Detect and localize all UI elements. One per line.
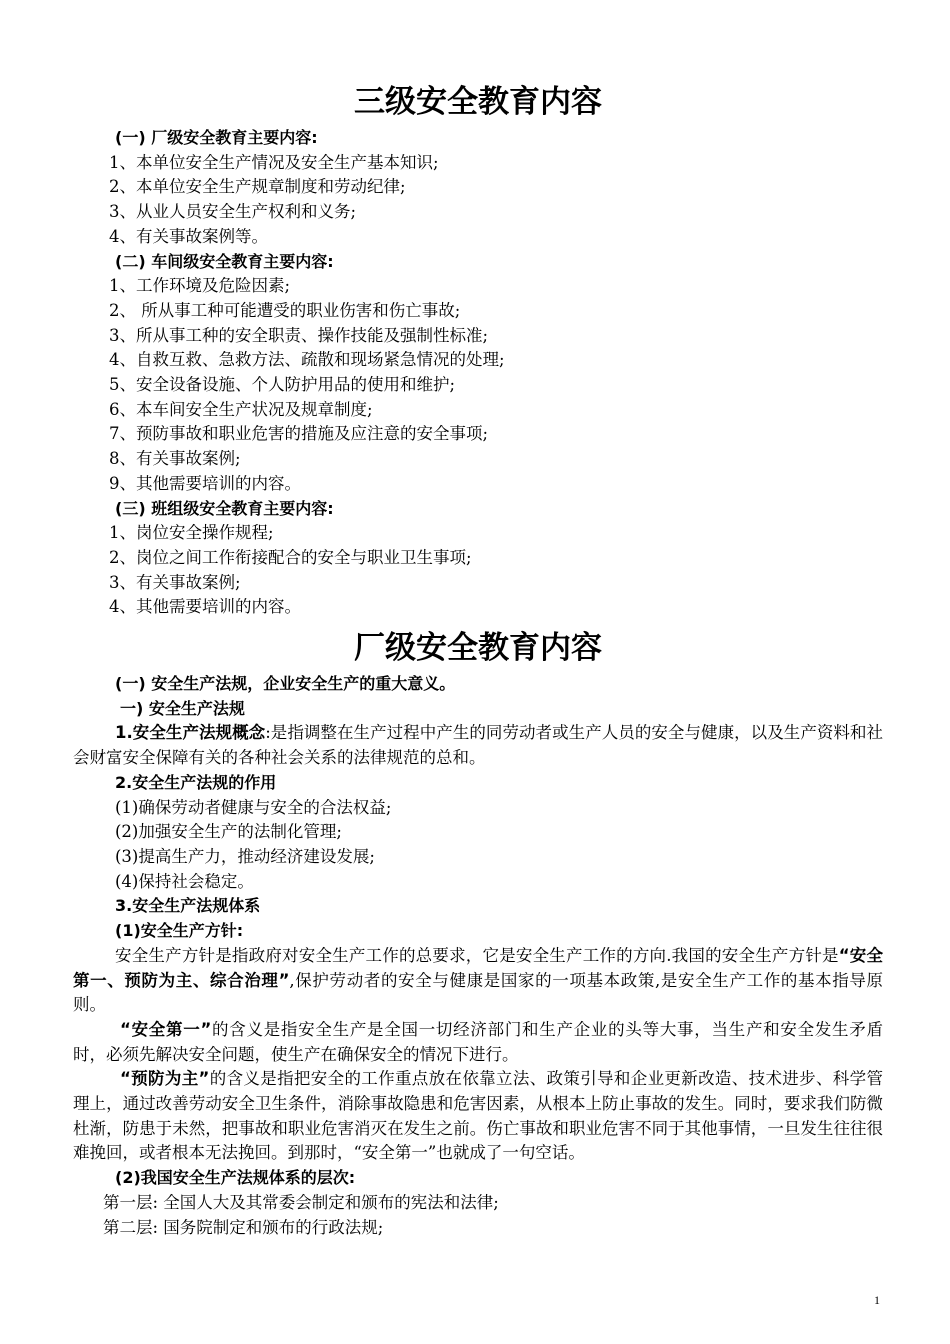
list-item: 1、工作环境及危险因素; (109, 276, 291, 296)
level-item: 第一层: 全国人大及其常委会制定和颁布的宪法和法律; (103, 1192, 499, 1212)
list-item: 1、本单位安全生产情况及安全生产基本知识; (109, 152, 439, 172)
list-item: 5、安全设备设施、个人防护用品的使用和维护; (109, 375, 456, 395)
concept-text: :是指调整在生产过程中产生的同劳动者或生产人员的安全与健康，以及生产资料和社会财富安全保障有关的各种社会关系的法律规范的总和。 (73, 723, 884, 768)
levels-heading: (2)我国安全生产法规体系的层次: (115, 1168, 356, 1188)
policy-text-a: 安全生产方针是指政府对安全生产工作的总要求，它是安全生产工作的方向.我国的安全生产方针是 (115, 945, 839, 965)
list-item: 4、其他需要培训的内容。 (109, 597, 301, 617)
list-item: 2、 所从事工种可能遭受的职业伤害和伤亡事故; (109, 300, 461, 320)
list-item: 8、有关事故案例; (109, 449, 241, 469)
concept-label: 1.安全生产法规概念 (115, 723, 266, 743)
paragraph-concept (73, 721, 883, 770)
policy-bold: “安全第一、预防为主、综合治理” (73, 945, 883, 990)
system-heading: 3.安全生产法规体系 (115, 896, 261, 916)
policy-text-b: ,保护劳动者的安全与健康是国家的一项基本政策,是安全生产工作的基本指导原则。 (73, 970, 883, 1015)
paragraph-policy (73, 944, 883, 1018)
page-number: 1 (874, 1293, 880, 1307)
list-item: 3、所从事工种的安全职责、操作技能及强制性标准; (109, 325, 489, 345)
policy-heading: (1)安全生产方针: (115, 921, 244, 941)
safety-first-text: 的含义是指安全生产是全国一切经济部门和生产企业的头等大事，当生产和安全发生矛盾时，必须先解决安全问题，使生产在确保安全的情况下进行。 (73, 1019, 883, 1064)
document-body (73, 78, 883, 1240)
list-item: 2、岗位之间工作衔接配合的安全与职业卫生事项; (109, 547, 472, 567)
role-item: (1)确保劳动者健康与安全的合法权益; (115, 797, 392, 817)
prevention-bold: “预防为主” (120, 1069, 210, 1089)
list-item: 3、有关事故案例; (109, 572, 241, 592)
role-item: (4)保持社会稳定。 (115, 871, 254, 891)
section-heading-factory: (一) 厂级安全教育主要内容: (115, 128, 318, 147)
list-item: 7、预防事故和职业危害的措施及应注意的安全事项; (109, 424, 489, 444)
paragraph-safety-first (73, 1018, 883, 1067)
list-item: 2、本单位安全生产规章制度和劳动纪律; (109, 177, 406, 197)
title-three-level: 三级安全教育内容 (354, 84, 602, 120)
section-heading-team: (三) 班组级安全教育主要内容: (115, 498, 334, 518)
title-factory-level: 厂级安全教育内容 (354, 630, 602, 667)
role-heading: 2.安全生产法规的作用 (115, 772, 277, 792)
role-item: (2)加强安全生产的法制化管理; (115, 822, 342, 842)
level-item: 第二层: 国务院制定和颁布的行政法规; (103, 1217, 384, 1237)
list-item: 4、有关事故案例等。 (109, 226, 268, 246)
list-item: 1、岗位安全操作规程; (109, 523, 274, 543)
section-heading-workshop: (二) 车间级安全教育主要内容: (115, 251, 334, 271)
prevention-text: 的含义是指把安全的工作重点放在依靠立法、政策引导和企业更新改造、技术进步、科学管理上，通过改善劳动安全卫生条件，消除事故隐患和危害因素，从根本上防止事故的发生。同时，要求我们防微杜渐，防患于未然，把事故和职业危害消灭在发生之前。伤亡事故和职业危害不同于其他事情，一旦发生往往很难挽回，或者根本无法挽回。到那时，“安全第一”也就成了一句空话。 (73, 1069, 883, 1163)
role-item: (3)提高生产力，推动经济建设发展; (115, 846, 375, 866)
paragraph-prevention (73, 1067, 883, 1166)
list-item: 4、自救互救、急救方法、疏散和现场紧急情况的处理; (109, 350, 505, 370)
list-item: 9、其他需要培训的内容。 (109, 473, 301, 493)
subheading-laws: 一) 安全生产法规 (120, 698, 245, 718)
list-item: 6、本车间安全生产状况及规章制度; (109, 399, 373, 419)
safety-first-bold: “安全第一” (120, 1019, 212, 1039)
list-item: 3、从业人员安全生产权利和义务; (109, 202, 357, 222)
section-heading-laws: (一) 安全生产法规，企业安全生产的重大意义。 (115, 674, 456, 694)
